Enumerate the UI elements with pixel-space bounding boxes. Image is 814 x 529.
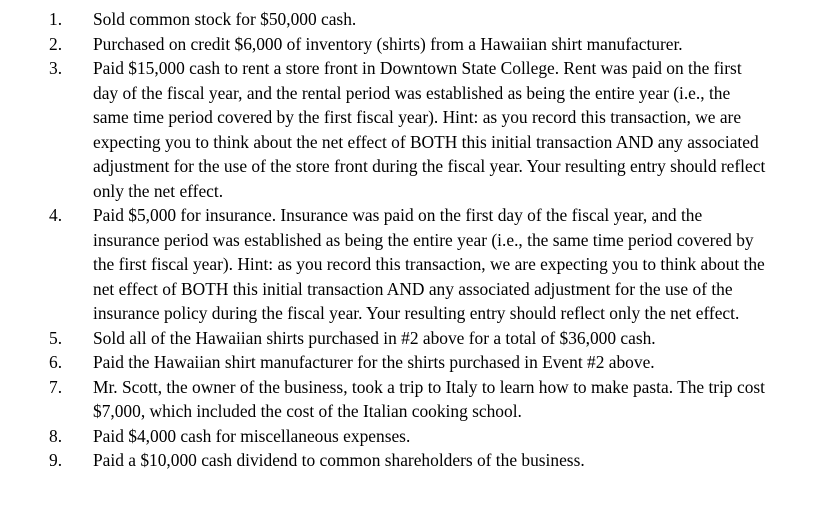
item-text: Paid $5,000 for insurance. Insurance was paid on the first day of the fiscal year, and the insurance period was established as being the entire year (i.e., the same time period covered by the first fiscal year). Hint: as you record this transaction, we are expecting you to think about the net effect of BOTH this initial transaction AND any associated adjustment for the use of the insurance policy during the fiscal year. Your resulting entry should reflect only the net effect.: [93, 205, 765, 323]
item-number: 3.: [49, 58, 63, 78]
item-text: Paid the Hawaiian shirt manufacturer for the shirts purchased in Event #2 above.: [93, 352, 655, 372]
list-item: [0, 424, 768, 449]
item-text: Paid a $10,000 cash dividend to common shareholders of the business.: [93, 450, 585, 470]
item-text: Mr. Scott, the owner of the business, took a trip to Italy to learn how to make pasta. The trip cost $7,000, which included the cost of the Italian cooking school.: [93, 376, 765, 421]
item-number: 9.: [49, 450, 63, 470]
item-text: Purchased on credit $6,000 of inventory (shirts) from a Hawaiian shirt manufacturer.: [93, 33, 683, 54]
list-item: [0, 7, 768, 32]
item-number: 1.: [49, 9, 63, 29]
item-text: Sold all of the Hawaiian shirts purchased in #2 above for a total of $36,000 cash.: [93, 327, 656, 348]
item-text: Paid $4,000 cash for miscellaneous expenses.: [93, 425, 411, 446]
item-number: 7.: [49, 376, 63, 397]
list-item: [0, 375, 768, 424]
list-item: [0, 203, 768, 326]
item-number: 5.: [49, 327, 63, 348]
item-number: 8.: [49, 425, 63, 446]
list-item: [0, 326, 768, 351]
list-item: [0, 32, 768, 57]
item-text: Paid $15,000 cash to rent a store front in Downtown State College. Rent was paid on the first day of the fiscal year, and the rental period was established as being the entire year (i.e., the same time period covered by the first fiscal year). Hint: as you record this transaction, we are expecting you to think about the net effect of BOTH this initial transaction AND any associated adjustment for the use of the store front during the fiscal year. Your resulting entry should reflect only the net effect.: [93, 58, 766, 201]
list-item: [0, 56, 768, 203]
item-number: 2.: [49, 33, 63, 54]
item-number: 4.: [49, 205, 63, 225]
transaction-list: [0, 7, 814, 473]
item-number: 6.: [49, 352, 63, 372]
list-item: [0, 350, 768, 375]
item-text: Sold common stock for $50,000 cash.: [93, 9, 357, 29]
list-item: [0, 448, 768, 473]
